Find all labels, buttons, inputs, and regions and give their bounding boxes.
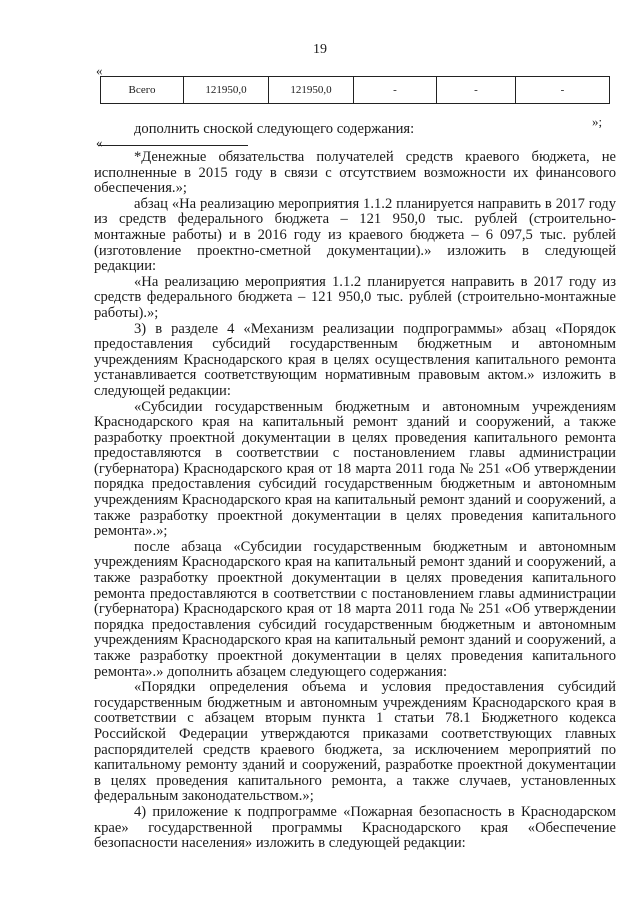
- paragraph: «Порядки определения объема и условия предоставления субсидий государственным бюджетным и автономным учреждениям Краснодарского края в соответствии с абзацем вторым пункта 1 статьи 78.1 Бюджетного кодекса Российской Федерации утверждаются приказами соответствующих главных распорядителей средств краевого бюджета, за исключением мероприятий по капитальному ремонту зданий и сооружений, разработке проектной документации в целях проведения капитального ремонта, а также случаев, установленных федеральным законодательством.»;: [94, 679, 616, 805]
- paragraph: «На реализацию мероприятия 1.1.2 планируется направить в 2017 году из средств федерального бюджета – 121 950,0 тыс. рублей (строительно-монтажные работы).»;: [94, 273, 616, 321]
- footnote-separator: [98, 145, 248, 146]
- footnote-paragraph: *Денежные обязательства получателей средств краевого бюджета, не исполненные в 2015 году в связи с отсутствием возможности их финансового обеспечения.»;: [94, 149, 616, 197]
- table-open-quote: «: [96, 63, 103, 78]
- table-cell: -: [354, 77, 437, 104]
- table-cell: -: [437, 77, 516, 104]
- paragraph: после абзаца «Субсидии государственным бюджетным и автономным учреждениям Краснодарского края на капитальный ремонт зданий и сооружений, а также разработку проектной документации в целях проведения капитального ремонта предоставляются в соответствии с постановлением главы администрации (губернатора) Краснодарского края от 18 марта 2011 года № 251 «Об утверждении порядка предоставления субсидий государственным бюджетным и автономным учреждениям Краснодарского края на капитальный ремонт зданий и сооружений, а также разработку проектной документации в целях проведения капитального ремонта».» дополнить абзацем следующего содержания:: [94, 538, 616, 680]
- totals-table: [100, 76, 610, 104]
- intro-text: [94, 122, 616, 138]
- intro-paragraph: дополнить сноской следующего содержания:: [134, 121, 415, 137]
- table-cell: -: [516, 77, 610, 104]
- table-cell: 121950,0: [184, 77, 269, 104]
- page-number: 19: [313, 42, 327, 57]
- table-cell: 121950,0: [269, 77, 354, 104]
- paragraph: 4) приложение к подпрограмме «Пожарная безопасность в Краснодарском крае» государственной программы Краснодарского края «Обеспечение безопасности населения» изложить в следующей редакции:: [94, 803, 616, 852]
- footnote-open-quote: «: [96, 135, 103, 150]
- table-close-quote: »;: [592, 114, 603, 129]
- paragraph: 3) в разделе 4 «Механизм реализации подпрограммы» абзац «Порядок предоставления субсидий государственным бюджетным и автономным учреждениям Краснодарского края в целях осуществления капитального ремонта устанавливается соответствующим нормативным правовым актом.» изложить в следующей редакции:: [94, 320, 616, 399]
- paragraph: «Субсидии государственным бюджетным и автономным учреждениям Краснодарского края на капитальный ремонт зданий и сооружений, а также разработку проектной документации в целях проведения капитального ремонта предоставляются в соответствии с постановлением главы администрации (губернатора) Краснодарского края от 18 марта 2011 года № 251 «Об утверждении порядка предоставления субсидий государственным бюджетным и автономным учреждениям Краснодарского края на капитальный ремонт зданий и сооружений, а также разработку проектной документации в целях проведения капитального ремонта».»;: [94, 398, 616, 540]
- table-row: [101, 77, 610, 104]
- paragraph: абзац «На реализацию мероприятия 1.1.2 планируется направить в 2017 году из средств федерального бюджета – 121 950,0 тыс. рублей (строительно-монтажные работы) и в 2016 году из краевого бюджета – 6 097,5 тыс. рублей (изготовление проектно-сметной документации).» изложить в следующей редакции:: [94, 195, 616, 275]
- table-cell-label: Всего: [101, 77, 184, 104]
- main-text: [94, 150, 616, 852]
